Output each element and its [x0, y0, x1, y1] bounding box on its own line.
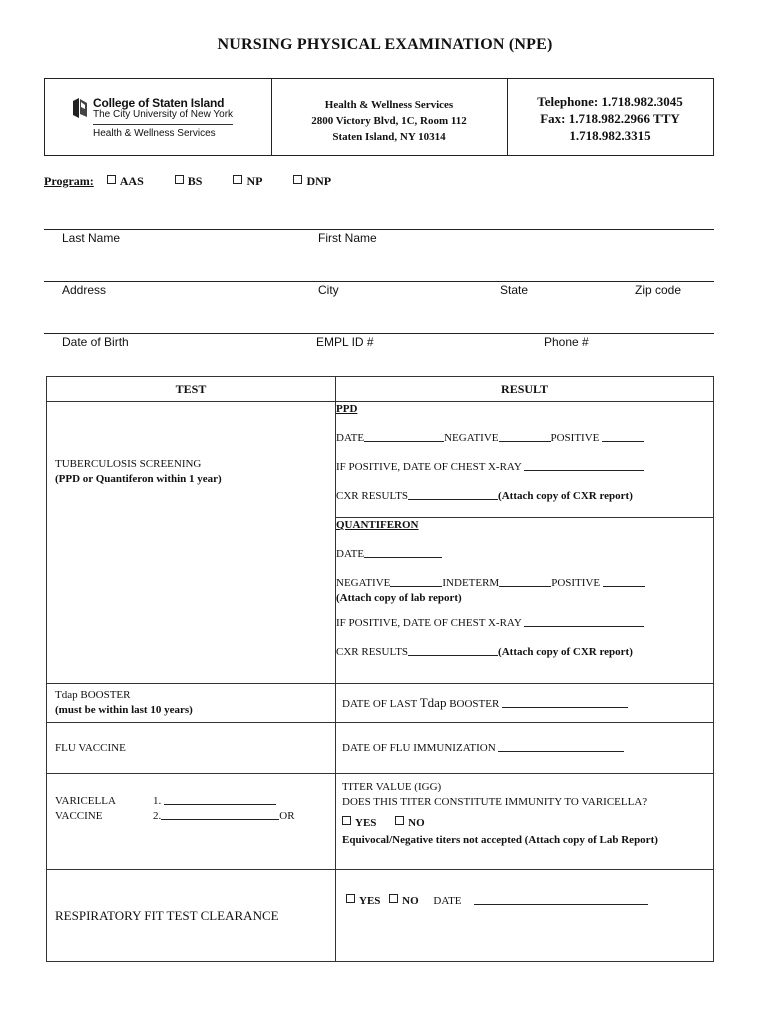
varicella-dose2-input[interactable]	[161, 819, 279, 820]
services-city: Staten Island, NY 10314	[332, 131, 446, 143]
header-box	[44, 78, 714, 156]
checkbox-icon[interactable]	[293, 175, 302, 184]
last-name-field[interactable]: Last Name	[62, 231, 121, 245]
logo-department: Health & Wellness Services	[93, 128, 216, 139]
tdap-test-name: Tdap BOOSTER	[55, 689, 131, 701]
flu-test-cell	[47, 723, 336, 774]
checkbox-icon[interactable]	[107, 175, 116, 184]
program-option-dnp[interactable]: DNP	[293, 174, 331, 188]
checkbox-icon[interactable]	[389, 894, 398, 903]
contact-cell	[507, 79, 713, 155]
quant-indeterm-input[interactable]	[499, 586, 551, 587]
services-cell	[271, 79, 508, 155]
flu-date-input[interactable]	[498, 751, 624, 752]
immunity-yes[interactable]: YES	[342, 817, 376, 829]
tb-test-cell	[47, 402, 336, 684]
fit-date-input[interactable]	[474, 904, 648, 905]
checkbox-icon[interactable]	[346, 894, 355, 903]
ppd-negative-input[interactable]	[499, 441, 551, 442]
city-field[interactable]: City	[318, 283, 339, 297]
quantiferon-result-cell	[336, 518, 714, 684]
immunity-no[interactable]: NO	[395, 817, 425, 829]
fit-yes[interactable]: YES	[346, 895, 380, 907]
program-option-bs[interactable]: BS	[175, 174, 203, 188]
immunity-question: DOES THIS TITER CONSTITUTE IMMUNITY TO VARICELLA?	[342, 796, 648, 808]
quantiferon-heading: QUANTIFERON	[336, 519, 419, 531]
tdap-test-cell	[47, 684, 336, 723]
flu-test-name: FLU VACCINE	[55, 741, 126, 754]
varicella-test-cell: VARICELLA VACCINE 1. 2. OR	[47, 774, 336, 870]
program-option-aas[interactable]: AAS	[107, 174, 144, 188]
ppd-heading: PPD	[336, 403, 358, 415]
ppd-date-input[interactable]	[364, 441, 444, 442]
services-address: 2800 Victory Blvd, 1C, Room 112	[311, 115, 467, 127]
titer-note: Equivocal/Negative titers not accepted (Attach copy of Lab Report)	[342, 834, 658, 846]
column-header-result: RESULT	[336, 377, 714, 402]
logo-university: The City University of New York	[93, 109, 233, 125]
dob-line	[44, 333, 714, 334]
fit-test-name: RESPIRATORY FIT TEST CLEARANCE	[55, 907, 279, 923]
ppd-positive-input[interactable]	[602, 441, 644, 442]
page-title: NURSING PHYSICAL EXAMINATION (NPE)	[217, 36, 553, 53]
flu-result-cell: DATE OF FLU IMMUNIZATION	[336, 723, 714, 774]
fit-test-cell	[47, 870, 336, 962]
program-selector	[44, 174, 349, 189]
name-line	[44, 229, 714, 230]
checkbox-icon[interactable]	[233, 175, 242, 184]
ppd-xray-row: IF POSITIVE, DATE OF CHEST X-RAY	[336, 460, 713, 475]
services-name: Health & Wellness Services	[324, 99, 454, 111]
logo-cell	[45, 79, 272, 155]
program-label: Program:	[44, 174, 94, 188]
immunity-options	[342, 816, 707, 831]
column-header-test: TEST	[47, 377, 336, 402]
dob-field[interactable]: Date of Birth	[62, 335, 129, 349]
ppd-cxr-row: CXR RESULTS (Attach copy of CXR report)	[336, 490, 633, 502]
results-table	[46, 376, 714, 962]
tdap-date-input[interactable]	[502, 707, 628, 708]
checkbox-icon[interactable]	[175, 175, 184, 184]
program-option-np[interactable]: NP	[233, 174, 262, 188]
tty: 1.718.982.3315	[569, 128, 651, 143]
tb-test-requirement: (PPD or Quantiferon within 1 year)	[55, 472, 222, 485]
varicella-result-cell	[336, 774, 714, 870]
quant-cxr-input[interactable]	[408, 655, 498, 656]
fit-date-label: DATE	[433, 895, 462, 907]
state-field[interactable]: State	[500, 283, 529, 297]
empl-id-field[interactable]: EMPL ID #	[316, 335, 374, 349]
quant-positive-input[interactable]	[603, 586, 645, 587]
ppd-date-row: DATE NEGATIVE POSITIVE	[336, 431, 713, 446]
titer-value-label: TITER VALUE (IGG)	[342, 781, 442, 793]
ppd-result-cell	[336, 402, 714, 518]
tdap-requirement: (must be within last 10 years)	[55, 704, 193, 716]
varicella-test-name: VARICELLA	[55, 795, 116, 807]
first-name-field[interactable]: First Name	[318, 231, 377, 245]
fit-no[interactable]: NO	[389, 895, 419, 907]
varicella-dose1-input[interactable]	[164, 804, 276, 805]
quant-negative-input[interactable]	[390, 586, 442, 587]
address-line	[44, 281, 714, 282]
logo-college-name: College of Staten Island	[93, 96, 225, 110]
tdap-result-cell: DATE OF LAST Tdap BOOSTER	[336, 684, 714, 723]
zip-field[interactable]: Zip code	[635, 283, 682, 297]
tb-test-name: TUBERCULOSIS SCREENING	[55, 457, 202, 470]
fit-result-cell	[336, 870, 714, 962]
logo-text	[93, 97, 233, 140]
telephone: Telephone: 1.718.982.3045	[537, 94, 683, 109]
quant-xray-row: IF POSITIVE, DATE OF CHEST X-RAY	[336, 616, 713, 631]
quant-date-input[interactable]	[364, 557, 442, 558]
phone-field[interactable]: Phone #	[544, 335, 589, 349]
ppd-xray-date-input[interactable]	[524, 470, 644, 471]
ppd-cxr-input[interactable]	[408, 499, 498, 500]
fax: Fax: 1.718.982.2966 TTY	[540, 111, 680, 126]
quant-xray-date-input[interactable]	[524, 626, 644, 627]
college-logo-icon	[71, 97, 89, 119]
checkbox-icon[interactable]	[395, 816, 404, 825]
quant-result-row: NEGATIVE INDETERM POSITIVE (Attach copy of lab report)	[336, 576, 713, 606]
checkbox-icon[interactable]	[342, 816, 351, 825]
quant-cxr-row: CXR RESULTS (Attach copy of CXR report)	[336, 646, 633, 658]
address-field[interactable]: Address	[62, 283, 107, 297]
quant-date-row: DATE	[336, 547, 713, 562]
